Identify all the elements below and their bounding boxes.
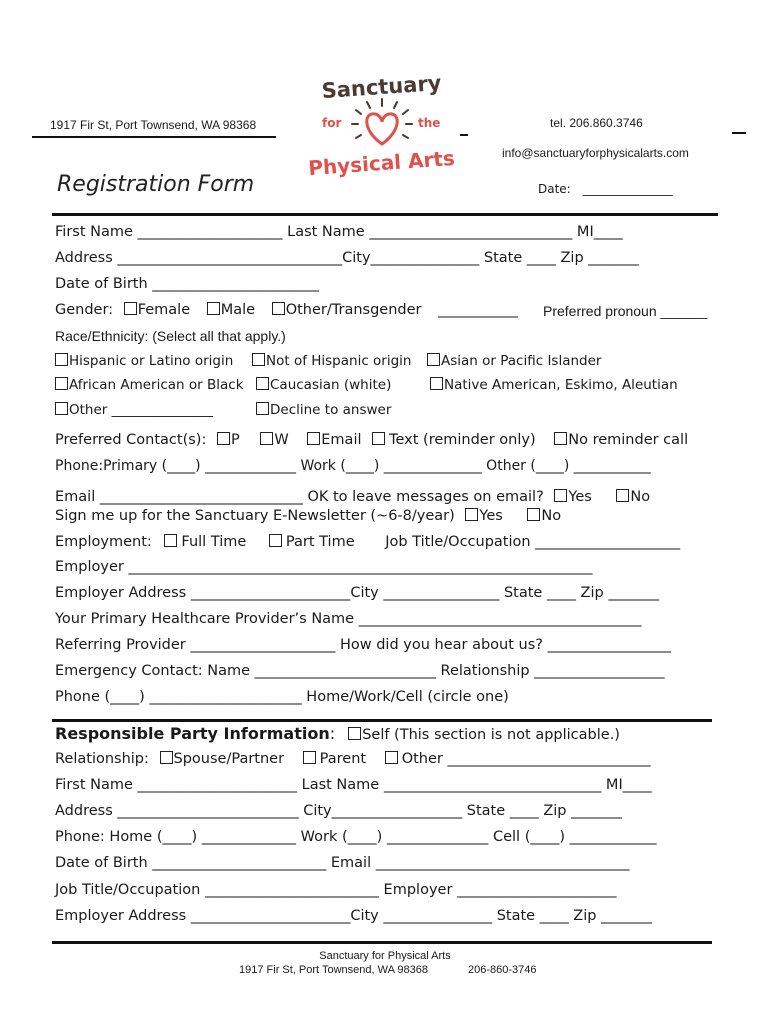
contact-row: [55, 432, 688, 448]
logo-line1: Sanctuary: [320, 70, 443, 104]
phone-line[interactable]: Phone:Primary (____) _____________ Work (____) ______________ Other (____) ___________: [55, 458, 651, 474]
relationship-label: Relationship:: [55, 751, 149, 767]
part-time-label: Part Time: [285, 534, 355, 550]
newsletter-no-label: No: [541, 508, 562, 524]
race-row-2: [55, 377, 244, 393]
gender-other-label: Other/Transgender: [285, 302, 422, 318]
race-asian-label: Asian or Pacific Islander: [441, 353, 602, 369]
employer-address-line[interactable]: Employer Address ______________________City ________________ State ____ Zip _______: [55, 585, 660, 601]
gender-row: [55, 302, 518, 318]
header-dash-right: [732, 132, 746, 134]
newsletter-yes-checkbox[interactable]: [465, 508, 478, 521]
pronoun-line[interactable]: Preferred pronoun ______: [543, 303, 708, 319]
contact-none-label: No reminder call: [568, 432, 689, 448]
rp-name-line[interactable]: First Name ______________________ Last Name ______________________________ MI____: [55, 777, 652, 793]
email-line[interactable]: Email ____________________________ OK to leave messages on email?: [55, 489, 544, 505]
newsletter-no-checkbox[interactable]: [527, 508, 540, 521]
job-title-line[interactable]: Job Title/Occupation ____________________: [385, 534, 681, 550]
race-not-hispanic-label: Not of Hispanic origin: [266, 353, 412, 369]
spouse-label: Spouse/Partner: [173, 751, 285, 767]
logo-for: for: [322, 116, 342, 130]
self-label: Self (This section is not applicable.): [362, 727, 620, 743]
responsible-heading-row: [55, 724, 620, 743]
race-african-checkbox[interactable]: [55, 377, 68, 390]
contact-w-label: W: [274, 432, 289, 448]
emergency-line[interactable]: Emergency Contact: Name _________________________ Relationship __________________: [55, 663, 665, 679]
responsible-heading: Responsible Party Information: [55, 724, 330, 743]
full-time-checkbox[interactable]: [164, 534, 177, 547]
gender-other-checkbox[interactable]: [272, 302, 285, 315]
rp-address-line[interactable]: Address _________________________ City__________________ State ____ Zip _______: [55, 803, 622, 819]
contact-label: Preferred Contact(s):: [55, 432, 207, 448]
rp-employer-address-line[interactable]: Employer Address ______________________City _______________ State ____ Zip _______: [55, 908, 652, 924]
race-caucasian-checkbox[interactable]: [256, 377, 269, 390]
header-phone: tel. 206.860.3746: [550, 116, 643, 130]
email-row: [55, 489, 650, 505]
email-no-label: No: [630, 489, 651, 505]
other-checkbox[interactable]: [385, 751, 398, 764]
title-divider: [52, 213, 718, 216]
name-line[interactable]: First Name ____________________ Last Name ____________________________ MI____: [55, 224, 623, 240]
footer-phone: 206-860-3746: [468, 964, 537, 976]
email-yes-label: Yes: [568, 489, 592, 505]
gender-male-checkbox[interactable]: [207, 302, 220, 315]
date-blank: _______________: [582, 182, 673, 196]
race-hispanic-label: Hispanic or Latino origin: [69, 353, 234, 369]
part-time-checkbox[interactable]: [269, 534, 282, 547]
race-row-1c: [427, 353, 601, 369]
contact-w-checkbox[interactable]: [260, 432, 273, 445]
contact-p-checkbox[interactable]: [217, 432, 230, 445]
gender-female-label: Female: [137, 302, 191, 318]
email-no-checkbox[interactable]: [616, 489, 629, 502]
race-not-hispanic-checkbox[interactable]: [252, 353, 265, 366]
dob-line[interactable]: Date of Birth _______________________: [55, 276, 320, 292]
newsletter-row: [55, 508, 561, 524]
heart-icon: [367, 114, 397, 144]
healthcare-line[interactable]: Your Primary Healthcare Provider’s Name _______________________________________: [55, 611, 642, 627]
footer-address: 1917 Fir St, Port Townsend, WA 98368: [239, 964, 428, 976]
contact-text-label: Text (reminder only): [389, 432, 536, 448]
parent-label: Parent: [319, 751, 367, 767]
contact-email-label: Email: [321, 432, 362, 448]
race-label: Race/Ethnicity: (Select all that apply.): [55, 328, 286, 344]
other-label[interactable]: Other ____________________________: [401, 751, 651, 767]
email-yes-checkbox[interactable]: [554, 489, 567, 502]
parent-checkbox[interactable]: [303, 751, 316, 764]
header-rule-left: [32, 136, 276, 138]
relationship-row: [55, 751, 650, 767]
employment-row: [55, 534, 680, 550]
race-other-label: Other _______________: [69, 402, 213, 418]
newsletter-label: Sign me up for the Sanctuary E-Newsletter (~6-8/year): [55, 508, 455, 524]
contact-none-checkbox[interactable]: [554, 432, 567, 445]
contact-email-checkbox[interactable]: [307, 432, 320, 445]
contact-p-label: P: [230, 432, 240, 448]
race-native-label: Native American, Eskimo, Aleutian: [444, 377, 678, 393]
referring-line[interactable]: Referring Provider ____________________ How did you hear about us? _________________: [55, 637, 671, 653]
race-african-label: African American or Black: [69, 377, 244, 393]
gender-label: Gender:: [55, 302, 114, 318]
race-caucasian-label: Caucasian (white): [270, 377, 392, 393]
race-row-3: [55, 402, 213, 418]
race-row-1: [55, 353, 233, 369]
footer-divider: [52, 941, 712, 944]
race-row-2b: [256, 377, 391, 393]
date-label: Date:: [538, 182, 571, 196]
rp-job-line[interactable]: Job Title/Occupation ________________________ Employer ______________________: [55, 882, 617, 898]
race-other-checkbox[interactable]: [55, 402, 68, 415]
race-decline-label: Decline to answer: [270, 402, 392, 418]
date-field[interactable]: [538, 182, 673, 196]
logo-line2: Physical Arts: [307, 145, 456, 181]
address-line[interactable]: Address _______________________________City_______________ State ____ Zip _______: [55, 250, 640, 266]
employer-line[interactable]: Employer ________________________________________________________________: [55, 559, 593, 575]
race-asian-checkbox[interactable]: [427, 353, 440, 366]
employment-label: Employment:: [55, 534, 152, 550]
page-title: Registration Form: [57, 172, 255, 197]
gender-blank[interactable]: ___________: [438, 302, 518, 318]
race-row-2c: [430, 377, 678, 393]
header-address: 1917 Fir St, Port Townsend, WA 98368: [50, 118, 257, 132]
spouse-checkbox[interactable]: [160, 751, 173, 764]
gender-female-checkbox[interactable]: [124, 302, 137, 315]
race-row-3b: [256, 402, 391, 418]
responsible-colon: :: [329, 724, 336, 743]
gender-male-label: Male: [220, 302, 256, 318]
self-checkbox[interactable]: [348, 727, 361, 740]
header-email: info@sanctuaryforphysicalarts.com: [502, 146, 689, 160]
emergency-phone-line[interactable]: Phone (____) _____________________ Home/Work/Cell (circle one): [55, 689, 509, 705]
race-decline-checkbox[interactable]: [256, 402, 269, 415]
race-hispanic-checkbox[interactable]: [55, 353, 68, 366]
rp-phone-line[interactable]: Phone: Home (____) _____________ Work (____) ______________ Cell (____) ____________: [55, 829, 657, 845]
race-row-1b: [252, 353, 411, 369]
race-native-checkbox[interactable]: [430, 377, 443, 390]
logo-the: the: [418, 116, 441, 130]
full-time-label: Full Time: [181, 534, 247, 550]
footer-name: Sanctuary for Physical Arts: [319, 950, 451, 962]
sanctuary-logo: [300, 70, 465, 185]
newsletter-yes-label: Yes: [479, 508, 503, 524]
contact-text-checkbox[interactable]: [372, 432, 385, 445]
rp-dob-email-line[interactable]: Date of Birth ________________________ Email ___________________________________: [55, 855, 630, 871]
section-divider: [52, 719, 712, 722]
